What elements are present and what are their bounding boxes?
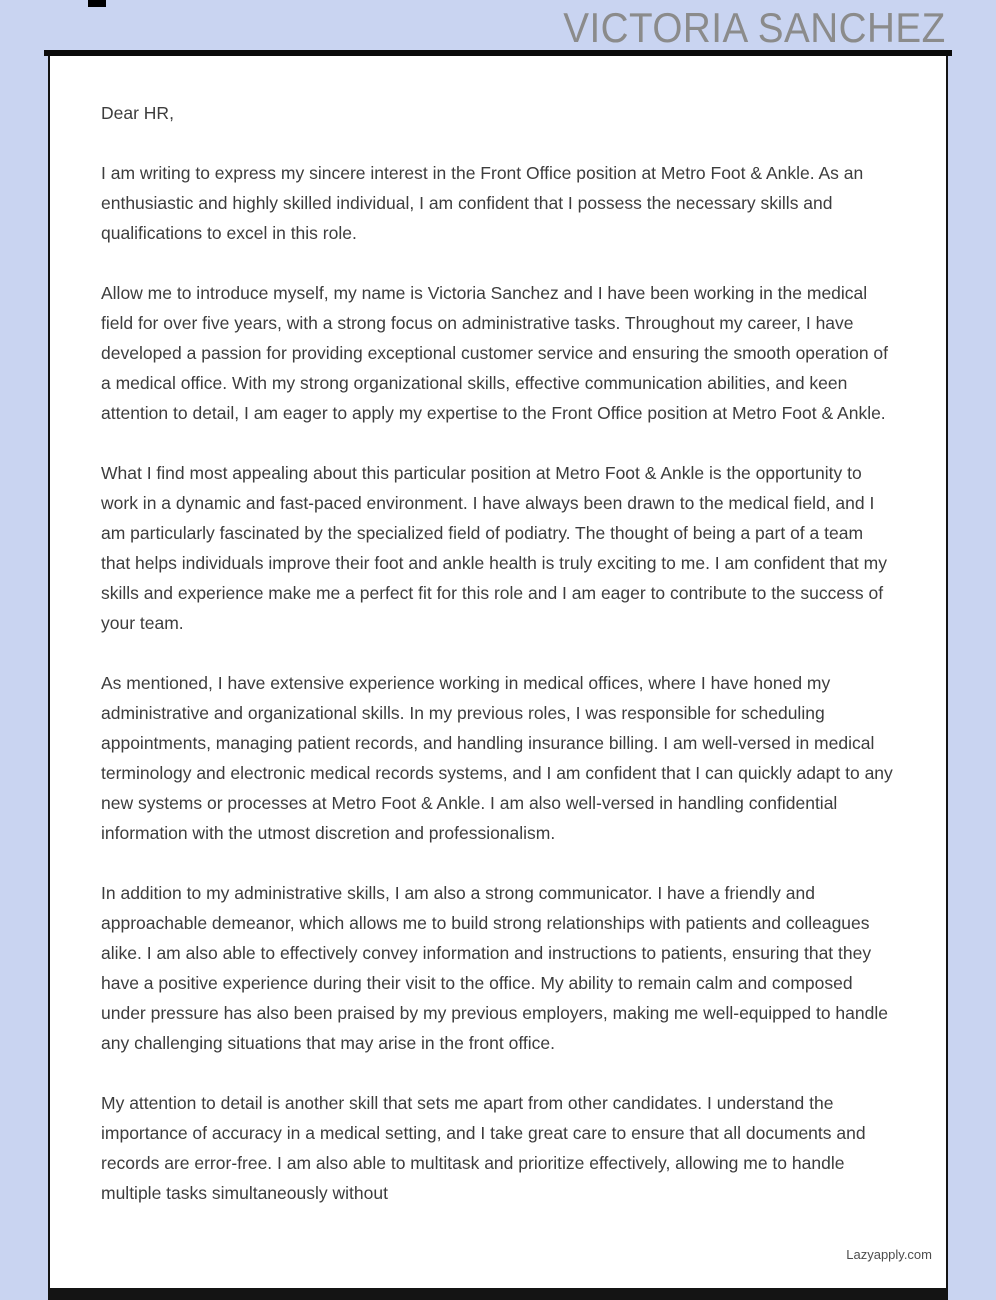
letter-paragraph: Allow me to introduce myself, my name is Victoria Sanchez and I have been working in the medical field for over five years, with a strong focus on administrative tasks. Throughout my career, I have developed a passion for providing exceptional customer service and ensuring the smooth operation of a medical office. With my strong organizational skills, effective communication abilities, and keen attention to detail, I am eager to apply my expertise to the Front Office position at Metro Foot & Ankle.	[101, 283, 889, 423]
letter-paragraph: As mentioned, I have extensive experience working in medical offices, where I have honed my administrative and organizational skills. In my previous roles, I was responsible for scheduling appointments, managing patient records, and handling insurance billing. I am well-versed in medical terminology and electronic medical records systems, and I am confident that I can quickly adapt to any new systems or processes at Metro Foot & Ankle. I am also well-versed in handling confidential information with the utmost discretion and professionalism.	[101, 673, 893, 843]
watermark-text: Lazyapply.com	[846, 1247, 932, 1262]
letter-paragraph: I am writing to express my sincere interest in the Front Office position at Metro Foot & Ankle. As an enthusiastic and highly skilled individual, I am confident that I possess the necessary skills and qualifications to excel in this role.	[101, 163, 864, 243]
letter-header	[0, 0, 996, 50]
letter-page	[48, 56, 948, 1300]
letter-paragraph: What I find most appealing about this particular position at Metro Foot & Ankle is the opportunity to work in a dynamic and fast-paced environment. I have always been drawn to the medical field, and I am particularly fascinated by the specialized field of podiatry. The thought of being a part of a team that helps individuals improve their foot and ankle health is truly exciting to me. I am confident that my skills and experience make me a perfect fit for this role and I am eager to contribute to the success of your team.	[101, 463, 887, 633]
salutation: Dear HR,	[101, 103, 174, 123]
letter-paragraph: My attention to detail is another skill that sets me apart from other candidates. I understand the importance of accuracy in a medical setting, and I take great care to ensure that all documents and records are error-free. I am also able to multitask and prioritize effectively, allowing me to handle multiple tasks simultaneously without	[101, 1093, 866, 1203]
letter-paragraph: In addition to my administrative skills, I am also a strong communicator. I have a friendly and approachable demeanor, which allows me to build strong relationships with patients and colleagues alike. I am also able to effectively convey information and instructions to patients, ensuring that they have a positive experience during their visit to the office. My ability to remain calm and composed under pressure has also been praised by my previous employers, making me well-equipped to handle any challenging situations that may arise in the front office.	[101, 883, 888, 1053]
applicant-name: VICTORIA SANCHEZ	[563, 4, 946, 51]
